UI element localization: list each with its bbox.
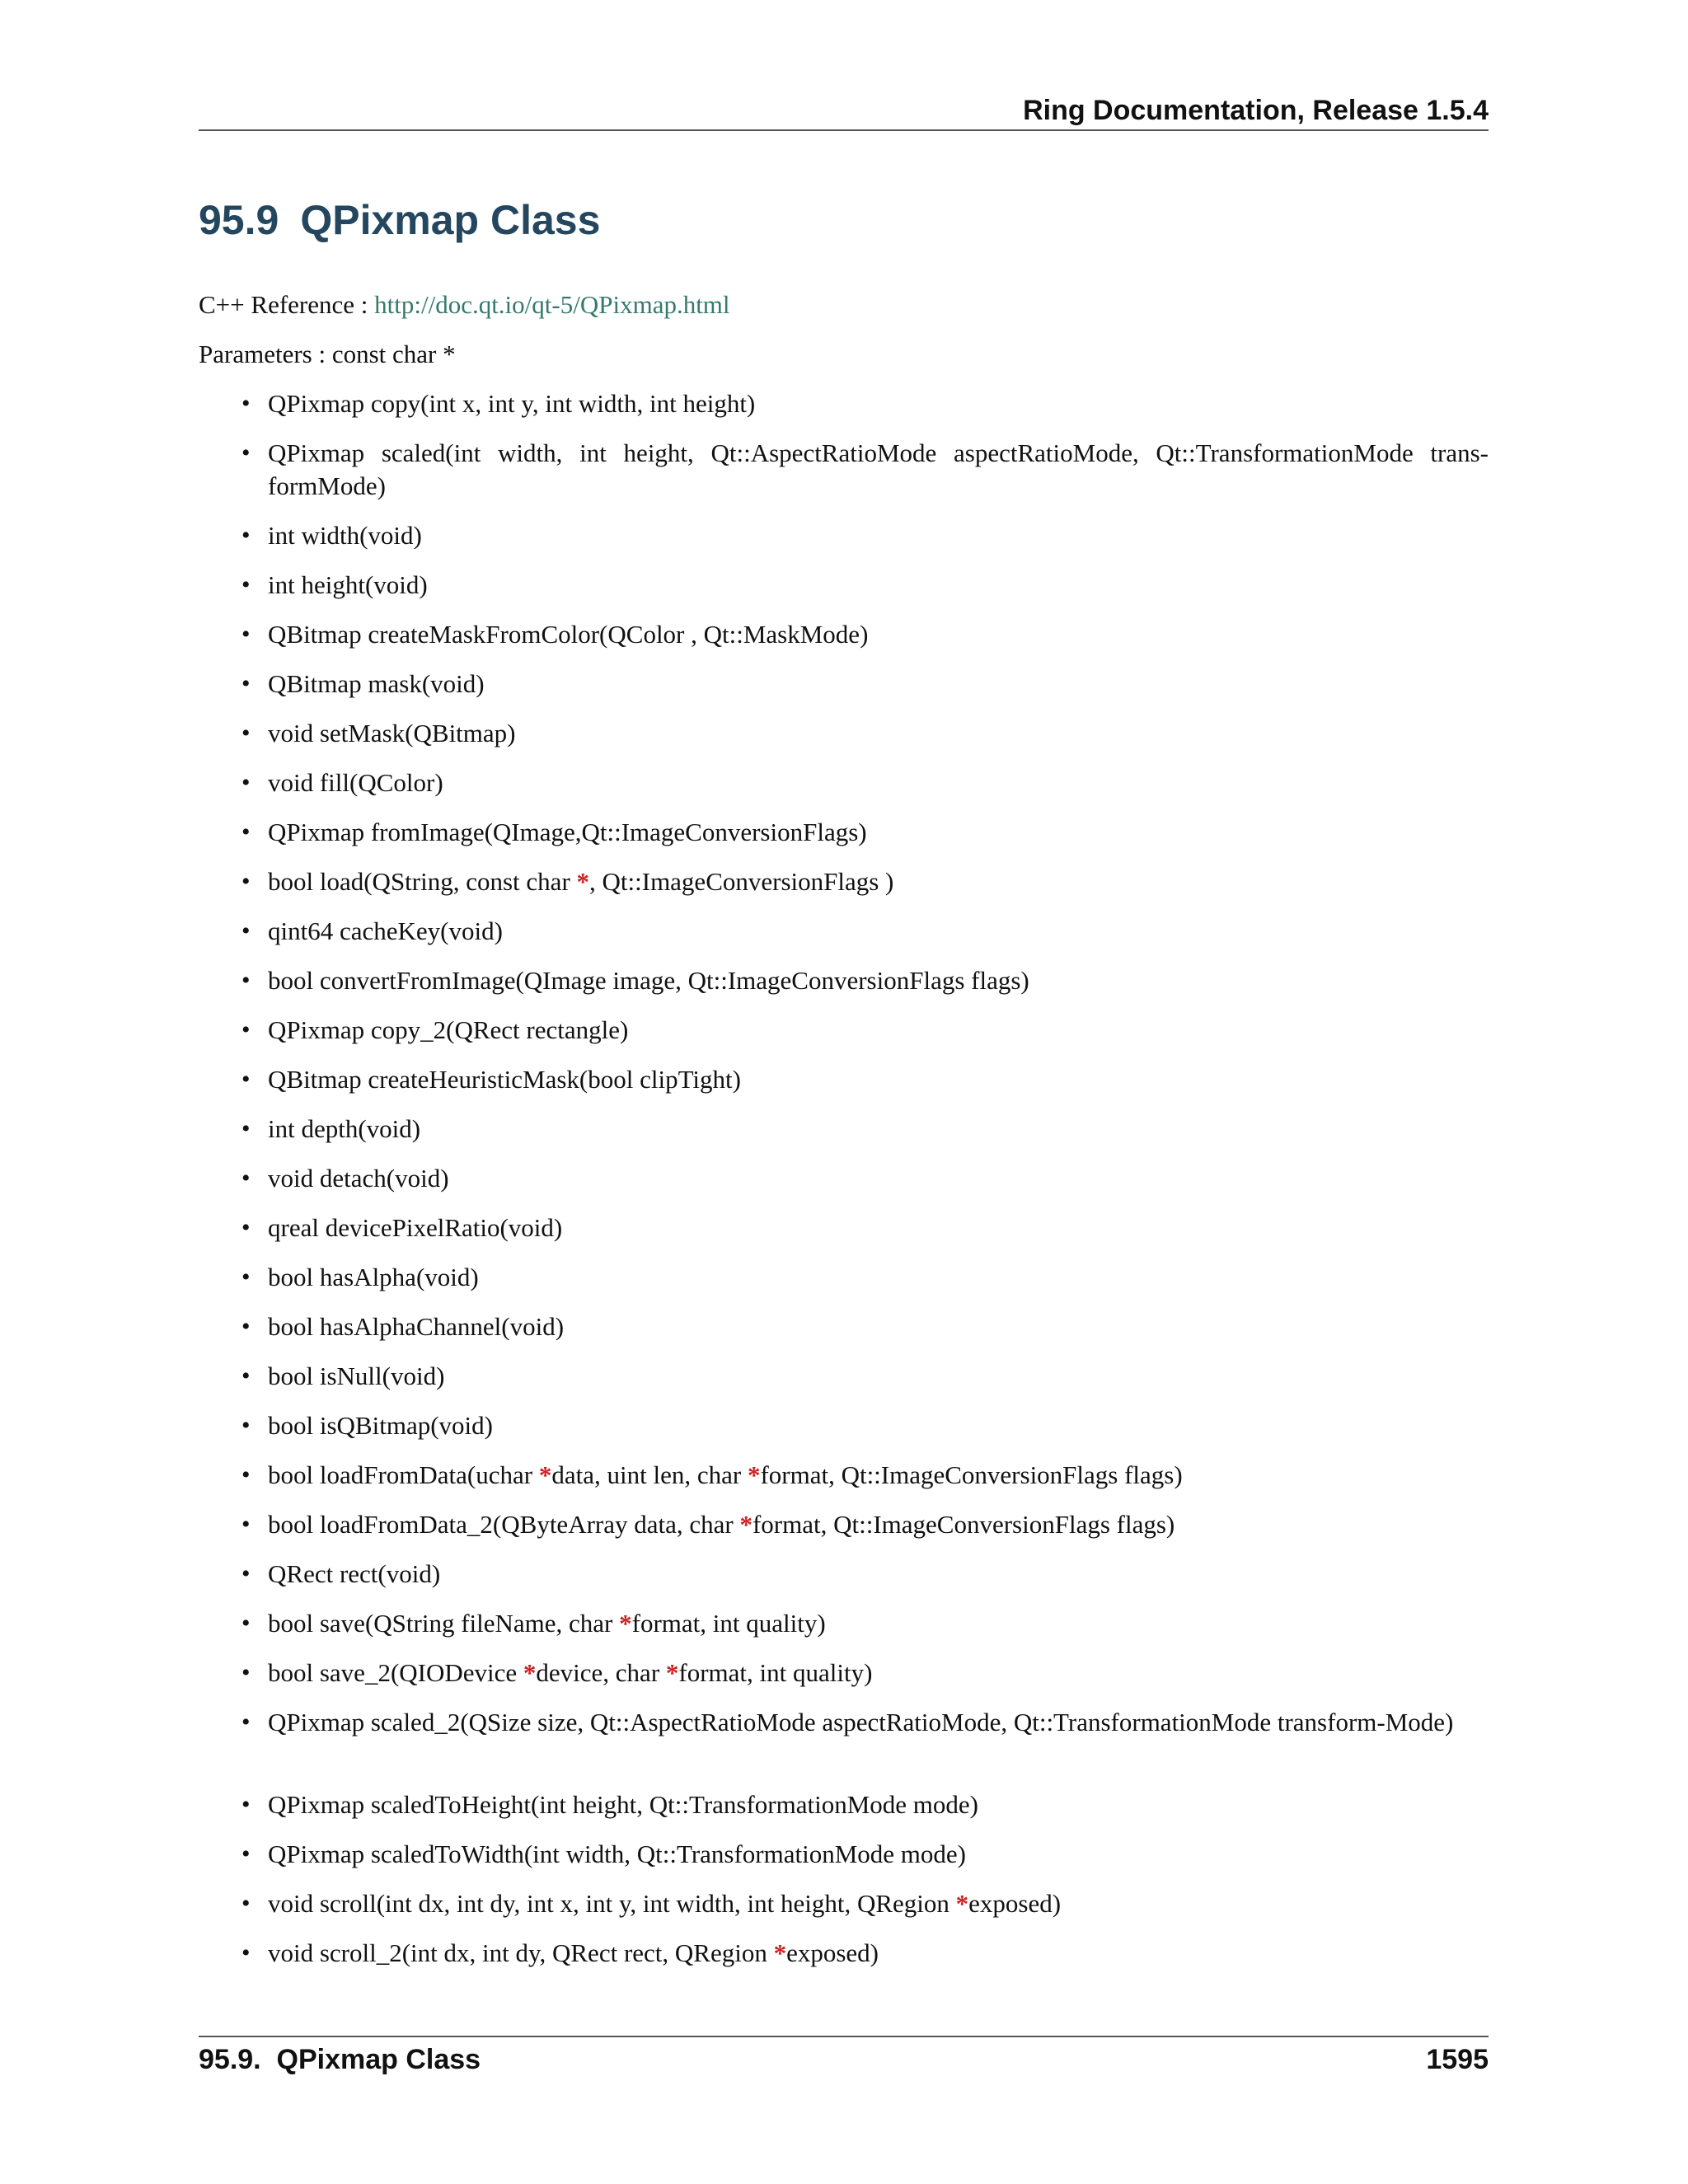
method-signature: QPixmap scaled(int width, int height, Qt::AspectRatioMode aspectRatioMode, Qt::TransformationMode trans-formMode): [268, 438, 1489, 500]
pointer-asterisk: *: [523, 1658, 537, 1687]
section-title: [199, 191, 600, 249]
method-signature: QPixmap copy_2(QRect rectangle): [268, 1015, 629, 1044]
bullet: •: [241, 1263, 251, 1291]
method-item: [199, 1459, 1489, 1492]
method-item: [199, 1360, 1489, 1393]
method-item: [199, 1887, 1489, 1920]
method-item: [199, 1310, 1489, 1343]
bullet: •: [241, 1412, 251, 1439]
method-signature: void scroll_2(int dx, int dy, QRect rect, QRegion *exposed): [268, 1938, 879, 1967]
pointer-asterisk: *: [739, 1510, 753, 1539]
method-item: [199, 1838, 1489, 1871]
method-item: [199, 668, 1489, 701]
method-signature: qreal devicePixelRatio(void): [268, 1213, 563, 1242]
method-signature: QPixmap scaledToWidth(int width, Qt::TransformationMode mode): [268, 1840, 966, 1868]
method-signature: bool hasAlpha(void): [268, 1263, 479, 1291]
bullet: •: [241, 670, 251, 697]
footer-page-number: 1595: [1426, 2044, 1489, 2075]
method-signature: qint64 cacheKey(void): [268, 916, 503, 945]
footer-section-title: 95.9. QPixmap Class: [199, 2044, 481, 2075]
method-item: [199, 437, 1489, 503]
bullet: •: [241, 1016, 251, 1043]
method-signature: bool loadFromData_2(QByteArray data, char *format, Qt::ImageConversionFlags flags): [268, 1510, 1175, 1539]
method-signature: QBitmap mask(void): [268, 669, 485, 698]
method-item: [199, 1113, 1489, 1146]
footer-rule: [199, 2036, 1489, 2037]
method-item: [199, 1212, 1489, 1244]
method-signature: void fill(QColor): [268, 768, 443, 797]
method-item: [199, 618, 1489, 651]
parameters-line: Parameters : const char *: [199, 340, 456, 368]
bullet: •: [241, 967, 251, 994]
bullet: •: [241, 868, 251, 895]
bullet: •: [241, 1840, 251, 1868]
method-signature: bool save_2(QIODevice *device, char *format, int quality): [268, 1658, 873, 1687]
method-item: [199, 915, 1489, 948]
method-item: [199, 1261, 1489, 1294]
section-number: 95.9: [199, 197, 279, 243]
method-item: [199, 717, 1489, 750]
method-signature: QPixmap fromImage(QImage,Qt::ImageConversionFlags): [268, 818, 867, 846]
method-signature: bool hasAlphaChannel(void): [268, 1312, 565, 1341]
method-item: [199, 387, 1489, 420]
method-signature: int height(void): [268, 570, 428, 599]
method-signature: QRect rect(void): [268, 1559, 441, 1588]
method-signature: bool isNull(void): [268, 1361, 445, 1390]
method-item: [199, 964, 1489, 997]
bullet: •: [241, 1214, 251, 1241]
bullet: •: [241, 1560, 251, 1587]
method-item: [199, 1063, 1489, 1096]
bullet: •: [241, 1791, 251, 1818]
method-item: [199, 1014, 1489, 1047]
pointer-asterisk: *: [576, 867, 590, 896]
method-signature: QPixmap scaledToHeight(int height, Qt::TransformationMode mode): [268, 1790, 978, 1819]
bullet: •: [241, 1659, 251, 1686]
bullet: •: [241, 769, 251, 796]
method-signature: void scroll(int dx, int dy, int x, int y, int width, int height, QRegion *exposed): [268, 1889, 1062, 1918]
method-item: [199, 1706, 1489, 1739]
method-item: [199, 1937, 1489, 1970]
method-item: [199, 766, 1489, 799]
pointer-asterisk: *: [619, 1609, 632, 1638]
method-signature: bool isQBitmap(void): [268, 1411, 493, 1440]
pointer-asterisk: *: [665, 1658, 679, 1687]
running-footer: [199, 2041, 1489, 2079]
method-signature: QBitmap createHeuristicMask(bool clipTight): [268, 1065, 741, 1094]
method-signature: QPixmap scaled_2(QSize size, Qt::AspectRatioMode aspectRatioMode, Qt::TransformationMode transform-Mode): [268, 1708, 1454, 1736]
running-header: Ring Documentation, Release 1.5.4: [1023, 95, 1489, 126]
bullet: •: [241, 390, 251, 417]
section-title-text: QPixmap Class: [300, 197, 601, 243]
method-item: [199, 1508, 1489, 1541]
method-signature: bool load(QString, const char *, Qt::ImageConversionFlags ): [268, 867, 894, 896]
method-item: [199, 569, 1489, 602]
bullet: •: [241, 1939, 251, 1966]
method-signature: bool convertFromImage(QImage image, Qt::ImageConversionFlags flags): [268, 966, 1029, 995]
method-item: [199, 865, 1489, 898]
header-rule: [199, 129, 1489, 131]
method-signature: QPixmap copy(int x, int y, int width, int height): [268, 389, 756, 418]
bullet: •: [241, 1313, 251, 1340]
method-item: [199, 519, 1489, 552]
method-signature: void detach(void): [268, 1164, 449, 1193]
method-item: [199, 1657, 1489, 1690]
method-item: [199, 816, 1489, 849]
method-item: [199, 1409, 1489, 1442]
method-item: [199, 1607, 1489, 1640]
pointer-asterisk: *: [538, 1460, 552, 1489]
bullet: •: [241, 1362, 251, 1390]
cpp-reference-link[interactable]: http://doc.qt.io/qt-5/QPixmap.html: [374, 290, 730, 319]
method-item: [199, 1788, 1489, 1821]
cpp-reference: [199, 288, 730, 321]
method-signature: void setMask(QBitmap): [268, 719, 516, 748]
bullet: •: [241, 571, 251, 598]
pointer-asterisk: *: [747, 1460, 761, 1489]
method-item: [199, 1558, 1489, 1591]
bullet: •: [241, 1165, 251, 1192]
bullet: •: [241, 522, 251, 549]
bullet: •: [241, 719, 251, 747]
pointer-asterisk: *: [955, 1889, 969, 1918]
cpp-reference-label: C++ Reference :: [199, 290, 375, 319]
bullet: •: [241, 439, 251, 466]
bullet: •: [241, 818, 251, 846]
method-signature: bool loadFromData(uchar *data, uint len, char *format, Qt::ImageConversionFlags flags): [268, 1460, 1183, 1489]
bullet: •: [241, 1066, 251, 1093]
bullet: •: [241, 1461, 251, 1488]
bullet: •: [241, 1890, 251, 1917]
method-signature: int depth(void): [268, 1114, 421, 1143]
bullet: •: [241, 1610, 251, 1637]
bullet: •: [241, 1115, 251, 1142]
bullet: •: [241, 1708, 251, 1736]
method-item: [199, 1162, 1489, 1195]
method-signature: int width(void): [268, 521, 422, 550]
bullet: •: [241, 621, 251, 648]
method-signature: QBitmap createMaskFromColor(QColor , Qt::MaskMode): [268, 620, 869, 649]
bullet: •: [241, 917, 251, 944]
pointer-asterisk: *: [773, 1938, 787, 1967]
method-signature: bool save(QString fileName, char *format, int quality): [268, 1609, 826, 1638]
bullet: •: [241, 1511, 251, 1538]
